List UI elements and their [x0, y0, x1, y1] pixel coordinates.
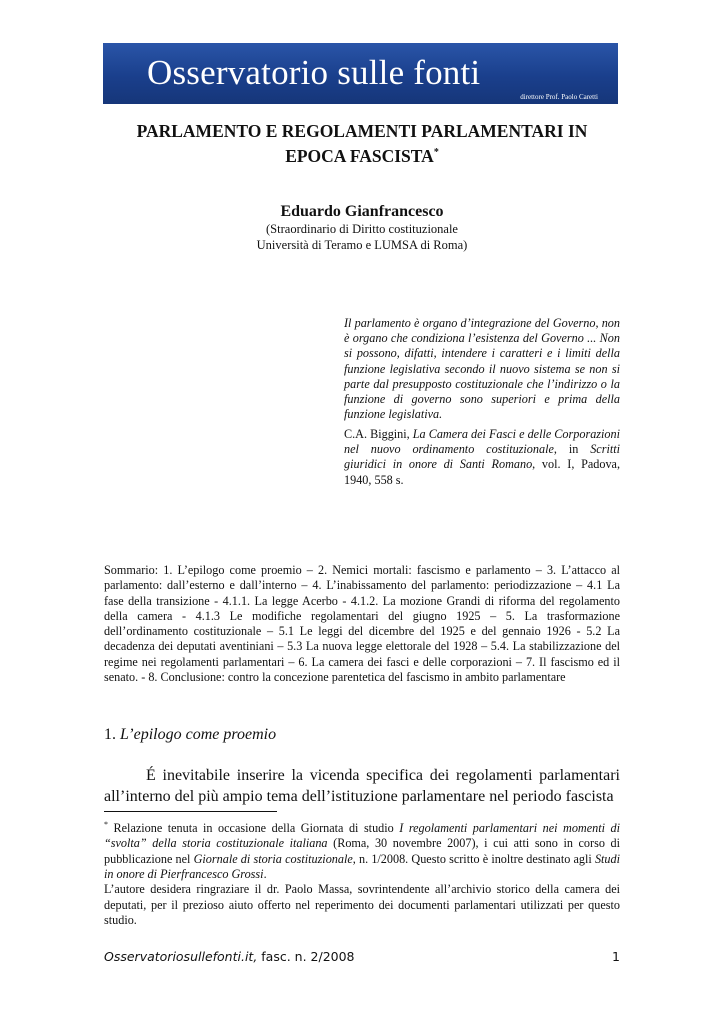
title-line-1: PARLAMENTO E REGOLAMENTI PARLAMENTARI IN — [136, 121, 588, 141]
title-footnote-marker: * — [433, 147, 439, 158]
author-name: Eduardo Gianfrancesco — [280, 203, 444, 220]
footnote-marker: * — [104, 820, 108, 829]
title-line-2: EPOCA FASCISTA — [285, 145, 434, 166]
banner-title: Osservatorio sulle fonti — [147, 53, 481, 92]
citation-author: C.A. Biggini, — [344, 427, 413, 441]
epigraph-quote: Il parlamento è organo d’integrazione del Governo, non è organo che condiziona l’esistenza del Governo ... Non si possono, difatti, intendere i caratteri e i limiti della funzione legislativa secondo il nuovo sistema se non si parte dal presupposto costituzionale che l’indirizzo o la funzione di governo sono superiori e prima della funzione legislativa. — [344, 316, 620, 422]
footnote — [104, 817, 620, 928]
footnote-text: , n. 1/2008. Questo scritto è inoltre destinato agli — [352, 851, 595, 866]
footer-page-number: 1 — [612, 949, 620, 964]
body-paragraph: É inevitabile inserire la vicenda specifica dei regolamenti parlamentari all’interno del più ampio tema dell’istituzione parlamentare nel periodo fascista — [104, 767, 620, 805]
citation-mid: , in — [553, 442, 591, 457]
section-title: L’epilogo come proemio — [120, 726, 277, 743]
table-of-contents-summary: Sommario: 1. L’epilogo come proemio – 2. Nemici mortali: fascismo e parlamento – 3. L’attacco al parlamento: dall’esterno e dall’interno – 4. L’inabissamento del parlamento: periodizzazione – 4.1 La fase della transizione - 4.1.1. La legge Acerbo - 4.1.2. La mozione Grandi di riforma del regolamento della camera - 4.1.3 Le modifiche regolamentari del giugno 1925 – 5. La trasformazione dell’ordinamento costituzionale – 5.1 Le leggi del dicembre del 1925 e del gennaio 1926 - 5.2 La decadenza dei deputati aventiniani – 5.3 La nuova legge elettorale del 1928 – 5.4. La stabilizzazione del regime nei regolamenti parlamentari – 6. La camera dei fasci e delle corporazioni – 7. Il fascismo ed il senato. - 8. Conclusione: contro la concezione parentetica del fascismo in ambito parlamentare — [104, 563, 620, 685]
footer-site: Osservatoriosullefonti.it, — [104, 949, 258, 964]
footnote-divider — [104, 811, 277, 812]
article-title — [90, 120, 634, 167]
author-affiliation — [90, 222, 634, 253]
footnote-acknowledgement: L’autore desidera ringraziare il dr. Paolo Massa, sovrintendente all’archivio storico della camera dei deputati, per il prezioso aiuto offerto nel reperimento dei documenti parlamentari utilizzati per questo studio. — [104, 882, 620, 927]
footnote-studi: Studi in onore di Pierfrancesco Grossi — [104, 851, 620, 881]
banner-subtitle: direttore Prof. Paolo Caretti — [520, 93, 598, 101]
footnote-text: (Roma, 30 novembre 2007), i cui atti sono in corso di pubblicazione nel — [104, 836, 621, 866]
footnote-event-title: I regolamenti parlamentari nei momenti di “svolta” della storia costituzionale italiana — [104, 821, 620, 851]
citation-title: La Camera dei Fasci e delle Corporazioni nel nuovo ordinamento costituzionale — [344, 427, 620, 457]
citation-book: Scritti giuridici in onore di Santi Romano — [344, 442, 620, 472]
section-heading — [104, 726, 276, 744]
journal-banner — [103, 43, 618, 104]
citation-tail: , vol. I, Padova, 1940, 558 s. — [344, 457, 621, 487]
footer-source — [104, 949, 355, 964]
footnote-journal: Giornale di storia costituzionale — [193, 851, 353, 866]
author-university: Università di Teramo e LUMSA di Roma) — [256, 237, 468, 252]
epigraph-citation — [344, 427, 620, 488]
section-number: 1. — [104, 726, 120, 743]
footnote-text: Relazione tenuta in occasione della Giornata di studio — [108, 821, 400, 836]
footer-issue: fasc. n. 2/2008 — [257, 949, 355, 964]
author-role: (Straordinario di Diritto costituzionale — [266, 222, 458, 236]
footnote-text: . — [263, 866, 267, 881]
